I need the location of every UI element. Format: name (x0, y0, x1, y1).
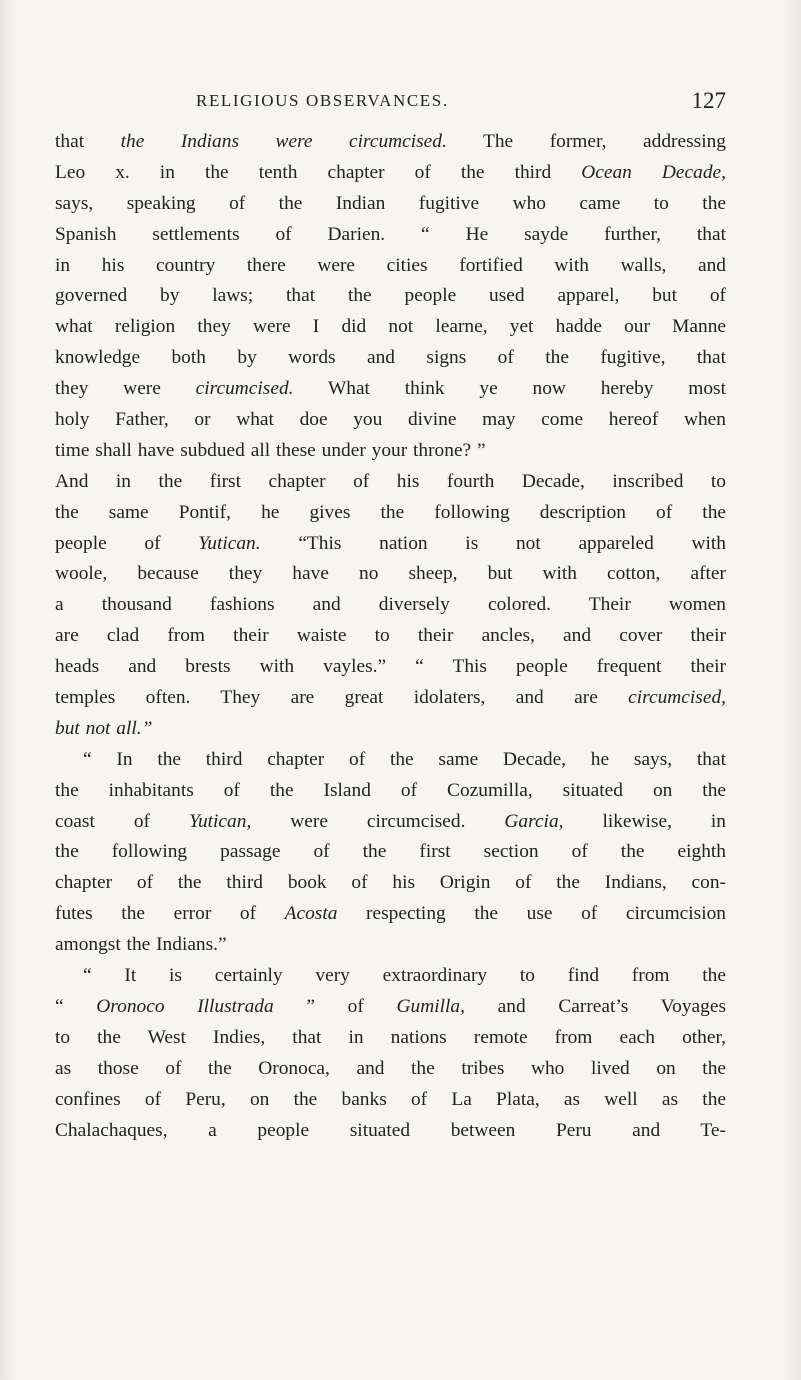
text-line (55, 868, 726, 899)
text-line (55, 559, 726, 590)
running-head-title: RELIGIOUS OBSERVANCES. (196, 91, 449, 110)
text-line (55, 312, 726, 343)
italic-text: but not all.” (55, 717, 153, 739)
text-line (55, 498, 726, 529)
italic-text: Ocean Decade, (581, 161, 726, 183)
text-run: knowledge both by words and signs of the fugitive, that (55, 347, 726, 369)
text-run: Spanish settlements of Darien. “ He sayde further, that (55, 223, 726, 245)
text-line (55, 189, 726, 220)
text-line (55, 405, 726, 436)
italic-text: Yutican. (198, 532, 261, 554)
text-run: “This nation is not appareled with (260, 532, 726, 554)
text-run: the following passage of the first section of the eighth (55, 841, 726, 863)
text-line (55, 1116, 726, 1147)
text-line (55, 374, 726, 405)
italic-text: Oronoco Illustrada (96, 995, 274, 1017)
text-line (55, 992, 726, 1023)
text-run: “ It is certainly very extraordinary to find from the (83, 965, 726, 987)
text-run: a thousand fashions and diversely colored. Their women (55, 594, 726, 616)
italic-text: Garcia, (504, 810, 564, 832)
text-line (55, 590, 726, 621)
italic-text: circumcised. (195, 378, 294, 400)
text-line (55, 343, 726, 374)
text-run: likewise, in (563, 810, 726, 832)
text-run: chapter of the third book of his Origin of the Indians, con- (55, 872, 726, 894)
text-line (55, 220, 726, 251)
text-run: are clad from their waiste to their ancles, and cover their (55, 625, 726, 647)
text-line (55, 837, 726, 868)
text-run: heads and brests with vayles.” “ This people frequent their (55, 656, 726, 678)
text-run: Leo x. in the tenth chapter of the third (55, 161, 582, 183)
text-run: the same Pontif, he gives the following description of the (55, 501, 726, 523)
text-run: The former, addressing (446, 131, 726, 152)
text-run: and Carreat’s Voyages (464, 995, 726, 1017)
text-line (55, 467, 726, 498)
running-head (196, 86, 726, 116)
text-line (55, 436, 726, 467)
text-run: to the West Indies, that in nations remote from each other, (55, 1026, 726, 1048)
text-run: governed by laws; that the people used apparel, but of (55, 285, 726, 307)
text-run: “ (55, 995, 97, 1017)
text-run: coast of (55, 810, 189, 832)
italic-text: Acosta (284, 903, 338, 925)
text-run: were circumcised. (251, 810, 505, 832)
italic-text: Gumilla, (396, 995, 465, 1017)
text-line (55, 930, 726, 961)
text-run: And in the first chapter of his fourth Decade, inscribed to (55, 470, 726, 492)
text-line (55, 714, 726, 745)
gutter-shadow (0, 0, 14, 1380)
text-line (55, 281, 726, 312)
text-run: Chalachaques, a people situated between Peru and Te- (55, 1119, 726, 1141)
text-run: ” of (273, 995, 397, 1017)
text-line (55, 1085, 726, 1116)
text-run: “ In the third chapter of the same Decade, he says, that (83, 748, 726, 770)
page-number: 127 (691, 88, 726, 113)
page-edge-shadow (785, 0, 801, 1380)
text-run: as those of the Oronoca, and the tribes who lived on the (55, 1057, 726, 1079)
italic-text: the Indians were circumcised. (120, 131, 447, 152)
text-line (55, 621, 726, 652)
text-run: confines of Peru, on the banks of La Plata, as well as the (55, 1088, 726, 1110)
text-run: What think ye now hereby most (293, 378, 726, 400)
text-run: what religion they were I did not learne, yet hadde our Manne (55, 316, 726, 338)
text-run: woole, because they have no sheep, but with cotton, after (55, 563, 726, 585)
italic-text: circumcised, (628, 687, 726, 709)
text-line (55, 251, 726, 282)
text-run: that (55, 131, 121, 152)
text-line (55, 529, 726, 560)
text-line (55, 652, 726, 683)
text-run: the inhabitants of the Island of Cozumilla, situated on the (55, 779, 726, 801)
text-run: they were (55, 378, 196, 400)
text-line (55, 1023, 726, 1054)
body-text (55, 127, 726, 1146)
text-line (55, 807, 726, 838)
text-run: time shall have subdued all these under your throne? ” (55, 439, 486, 461)
text-run: holy Father, or what doe you divine may come hereof when (55, 409, 726, 431)
text-run: says, speaking of the Indian fugitive who came to the (55, 192, 726, 214)
text-line (55, 776, 726, 807)
text-run: respecting the use of circumcision (337, 903, 726, 925)
text-line (55, 745, 726, 776)
text-line (55, 683, 726, 714)
text-run: in his country there were cities fortified with walls, and (55, 254, 726, 276)
text-line (55, 127, 726, 158)
text-line (55, 961, 726, 992)
text-line (55, 1054, 726, 1085)
text-line (55, 899, 726, 930)
text-run: amongst the Indians.” (55, 934, 227, 956)
text-line (55, 158, 726, 189)
text-run: futes the error of (55, 903, 285, 925)
italic-text: Yutican, (188, 810, 252, 832)
text-run: temples often. They are great idolaters, and are (55, 687, 629, 709)
text-run: people of (55, 532, 199, 554)
